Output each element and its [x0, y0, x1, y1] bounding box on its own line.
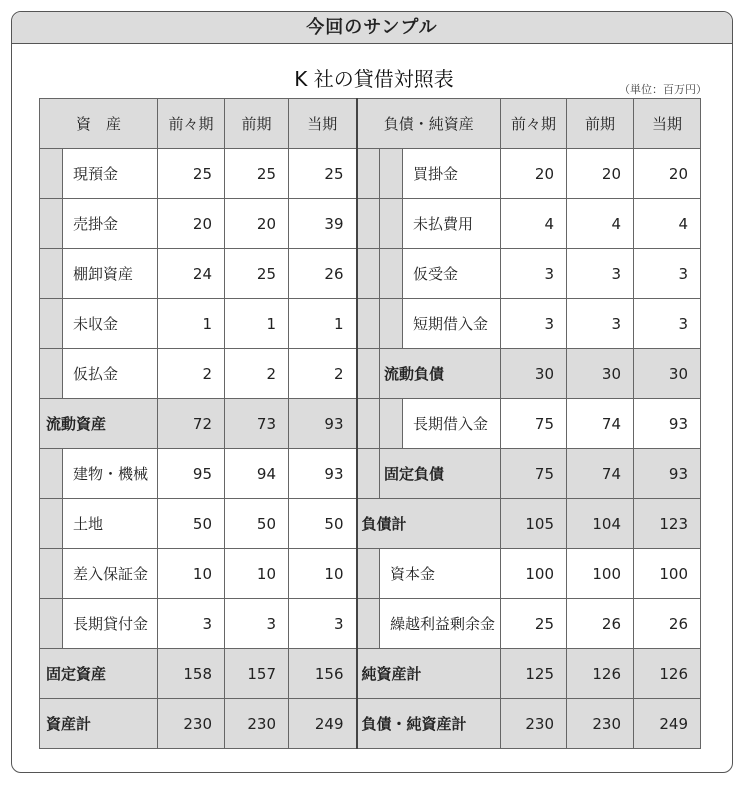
- col-header-prev: 前期: [225, 99, 289, 149]
- right-label: 繰越利益剰余金: [380, 599, 501, 649]
- col-header-prev2: 前々期: [158, 99, 225, 149]
- table-row: [40, 499, 701, 549]
- indent-spacer: [40, 499, 63, 549]
- col-header-liabilities: 負債・純資産: [357, 99, 501, 149]
- left-value: 3: [289, 599, 357, 649]
- left-total-label: 流動資産: [40, 399, 158, 449]
- table-row: [40, 249, 701, 299]
- indent-spacer: [40, 249, 63, 299]
- table-row: [40, 149, 701, 199]
- right-total-value: 249: [634, 699, 701, 749]
- left-value: 3: [225, 599, 289, 649]
- left-value: 50: [225, 499, 289, 549]
- right-subtotal-label: 流動負債: [380, 349, 501, 399]
- table-row: [40, 199, 701, 249]
- table-row: [40, 399, 701, 449]
- left-value: 24: [158, 249, 225, 299]
- col-header-curr: 当期: [289, 99, 357, 149]
- right-total-value: 125: [501, 649, 567, 699]
- table-row: [40, 699, 701, 749]
- left-total-value: 230: [158, 699, 225, 749]
- indent-spacer: [357, 299, 380, 349]
- indent-spacer: [380, 299, 403, 349]
- indent-spacer: [40, 149, 63, 199]
- right-value: 74: [567, 399, 634, 449]
- right-value: 3: [501, 299, 567, 349]
- right-value: 4: [501, 199, 567, 249]
- table-title: K 社の貸借対照表: [294, 67, 454, 91]
- left-value: 50: [289, 499, 357, 549]
- left-value: 95: [158, 449, 225, 499]
- right-subtotal-value: 30: [501, 349, 567, 399]
- col-header-curr-right: 当期: [634, 99, 701, 149]
- col-header-prev-right: 前期: [567, 99, 634, 149]
- right-label: 長期借入金: [403, 399, 501, 449]
- col-header-assets: 資 産: [40, 99, 158, 149]
- left-label: 現預金: [63, 149, 158, 199]
- right-subtotal-value: 75: [501, 449, 567, 499]
- right-value: 3: [634, 249, 701, 299]
- table-row: [40, 349, 701, 399]
- right-total-value: 126: [634, 649, 701, 699]
- left-total-label: 資産計: [40, 699, 158, 749]
- right-total-label: 純資産計: [357, 649, 501, 699]
- right-total-value: 105: [501, 499, 567, 549]
- left-value: 50: [158, 499, 225, 549]
- right-value: 20: [567, 149, 634, 199]
- left-value: 39: [289, 199, 357, 249]
- left-value: 1: [289, 299, 357, 349]
- indent-spacer: [40, 299, 63, 349]
- unit-label: （単位：百万円）: [619, 83, 707, 96]
- table-row: [40, 449, 701, 499]
- left-label: 仮払金: [63, 349, 158, 399]
- indent-spacer: [357, 199, 380, 249]
- left-total-label: 固定資産: [40, 649, 158, 699]
- right-value: 20: [501, 149, 567, 199]
- right-total-label: 負債計: [357, 499, 501, 549]
- right-value: 3: [634, 299, 701, 349]
- left-label: 建物・機械: [63, 449, 158, 499]
- col-header-prev2-right: 前々期: [501, 99, 567, 149]
- left-label: 棚卸資産: [63, 249, 158, 299]
- left-total-value: 158: [158, 649, 225, 699]
- indent-spacer: [357, 399, 380, 449]
- left-value: 2: [289, 349, 357, 399]
- left-value: 2: [158, 349, 225, 399]
- indent-spacer: [40, 599, 63, 649]
- panel-header: 今回のサンプル: [12, 12, 732, 44]
- balance-sheet-table: [39, 98, 701, 749]
- left-total-value: 156: [289, 649, 357, 699]
- right-value: 100: [501, 549, 567, 599]
- left-total-value: 93: [289, 399, 357, 449]
- indent-spacer: [357, 249, 380, 299]
- left-value: 25: [289, 149, 357, 199]
- right-value: 3: [501, 249, 567, 299]
- left-value: 1: [158, 299, 225, 349]
- right-label: 仮受金: [403, 249, 501, 299]
- left-value: 10: [158, 549, 225, 599]
- header-row: [40, 99, 701, 149]
- right-subtotal-value: 93: [634, 449, 701, 499]
- left-label: 土地: [63, 499, 158, 549]
- left-value: 25: [158, 149, 225, 199]
- right-value: 26: [567, 599, 634, 649]
- right-label: 未払費用: [403, 199, 501, 249]
- left-label: 差入保証金: [63, 549, 158, 599]
- right-total-value: 123: [634, 499, 701, 549]
- indent-spacer: [40, 449, 63, 499]
- left-label: 未収金: [63, 299, 158, 349]
- left-value: 25: [225, 249, 289, 299]
- left-value: 26: [289, 249, 357, 299]
- left-total-value: 249: [289, 699, 357, 749]
- right-subtotal-label: 固定負債: [380, 449, 501, 499]
- right-subtotal-value: 74: [567, 449, 634, 499]
- indent-spacer: [380, 199, 403, 249]
- indent-spacer: [380, 149, 403, 199]
- left-total-value: 72: [158, 399, 225, 449]
- table-row: [40, 549, 701, 599]
- table-row: [40, 299, 701, 349]
- right-label: 資本金: [380, 549, 501, 599]
- indent-spacer: [357, 449, 380, 499]
- right-value: 4: [567, 199, 634, 249]
- right-value: 20: [634, 149, 701, 199]
- table-row: [40, 649, 701, 699]
- right-value: 25: [501, 599, 567, 649]
- right-label: 買掛金: [403, 149, 501, 199]
- right-value: 26: [634, 599, 701, 649]
- indent-spacer: [357, 349, 380, 399]
- right-value: 93: [634, 399, 701, 449]
- left-total-value: 157: [225, 649, 289, 699]
- left-value: 1: [225, 299, 289, 349]
- table-row: [40, 599, 701, 649]
- left-label: 売掛金: [63, 199, 158, 249]
- left-label: 長期貸付金: [63, 599, 158, 649]
- left-value: 2: [225, 349, 289, 399]
- left-value: 25: [225, 149, 289, 199]
- right-value: 100: [567, 549, 634, 599]
- indent-spacer: [380, 399, 403, 449]
- left-value: 10: [289, 549, 357, 599]
- left-total-value: 230: [225, 699, 289, 749]
- left-value: 20: [158, 199, 225, 249]
- left-total-value: 73: [225, 399, 289, 449]
- left-value: 3: [158, 599, 225, 649]
- indent-spacer: [380, 249, 403, 299]
- right-value: 100: [634, 549, 701, 599]
- right-subtotal-value: 30: [567, 349, 634, 399]
- right-subtotal-value: 30: [634, 349, 701, 399]
- left-value: 20: [225, 199, 289, 249]
- right-total-value: 104: [567, 499, 634, 549]
- indent-spacer: [40, 549, 63, 599]
- right-value: 3: [567, 249, 634, 299]
- right-total-label: 負債・純資産計: [357, 699, 501, 749]
- right-value: 75: [501, 399, 567, 449]
- left-value: 94: [225, 449, 289, 499]
- right-total-value: 230: [501, 699, 567, 749]
- right-total-value: 230: [567, 699, 634, 749]
- left-value: 93: [289, 449, 357, 499]
- indent-spacer: [357, 549, 380, 599]
- left-value: 10: [225, 549, 289, 599]
- indent-spacer: [40, 349, 63, 399]
- indent-spacer: [357, 149, 380, 199]
- right-value: 4: [634, 199, 701, 249]
- indent-spacer: [40, 199, 63, 249]
- right-label: 短期借入金: [403, 299, 501, 349]
- right-total-value: 126: [567, 649, 634, 699]
- indent-spacer: [357, 599, 380, 649]
- right-value: 3: [567, 299, 634, 349]
